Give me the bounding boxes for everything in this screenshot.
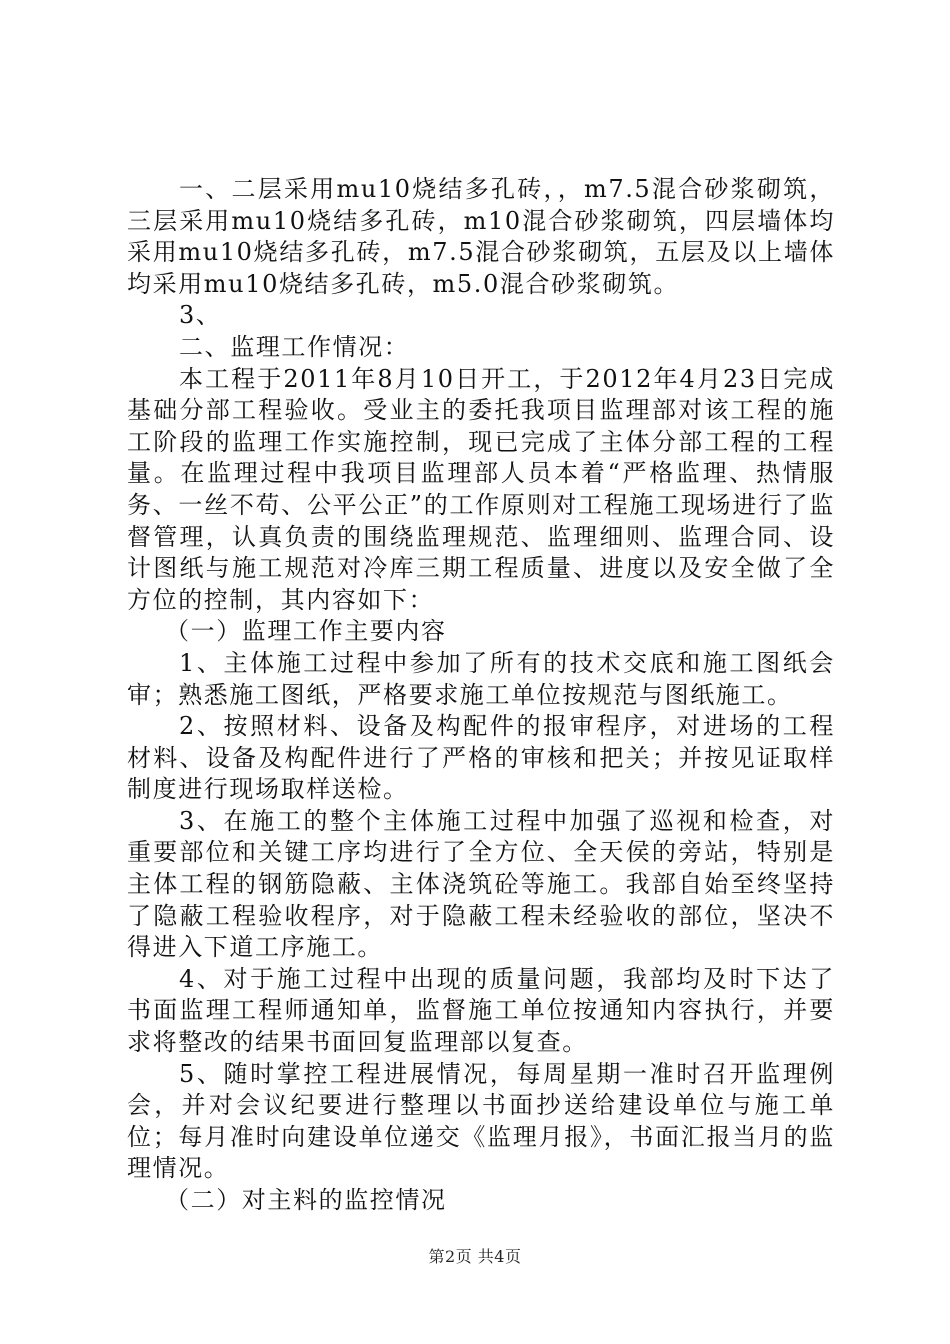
paragraph-point-4: 4、对于施工过程中出现的质量问题，我部均及时下达了书面监理工程师通知单，监督施工单位按通知内容执行，并要求将整改的结果书面回复监理部以复查。 — [127, 964, 835, 1057]
paragraph-point-3: 3、在施工的整个主体施工过程中加强了巡视和检查，对重要部位和关键工序均进行了全方位、全天侯的旁站，特别是主体工程的钢筋隐蔽、主体浇筑砼等施工。我部自始至终坚持了隐蔽工程验收程序，对于隐蔽工程未经验收的部位，坚决不得进入下道工序施工。 — [127, 806, 835, 962]
section-heading-supervision: 二、监理工作情况： — [179, 332, 410, 361]
paragraph-project-overview: 本工程于2011年8月10日开工，于2012年4月23日完成基础分部工程验收。受业主的委托我项目监理部对该工程的施工阶段的监理工作实施控制，现已完成了主体分部工程的工程量。在监理过程中我项目监理部人员本着“严格监理、热情服务、一丝不苟、公平公正”的工作原则对工程施工现场进行了监督管理，认真负责的围绕监理规范、监理细则、监理合同、设计图纸与施工规范对冷库三期工程质量、进度以及安全做了全方位的控制，其内容如下： — [127, 364, 835, 614]
subsection-heading-main-content: （一）监理工作主要内容 — [165, 617, 447, 646]
paragraph-item-3: 3、 — [179, 301, 222, 330]
page-footer: 第2页 共4页 — [428, 1247, 522, 1266]
paragraph-point-1: 1、主体施工过程中参加了所有的技术交底和施工图纸会审；熟悉施工图纸，严格要求施工单位按规范与图纸施工。 — [127, 648, 835, 709]
paragraph-wall-materials: 一、二层采用mu10烧结多孔砖，，m7.5混合砂浆砌筑，三层采用mu10烧结多孔砖，m10混合砂浆砌筑，四层墙体均采用mu10烧结多孔砖，m7.5混合砂浆砌筑，五层及以上墙体均采用mu10烧结多孔砖，m5.0混合砂浆砌筑。 — [127, 175, 835, 298]
document-body — [127, 174, 835, 1217]
paragraph-point-2: 2、按照材料、设备及构配件的报审程序，对进场的工程材料、设备及构配件进行了严格的审核和把关；并按见证取样制度进行现场取样送检。 — [127, 712, 835, 804]
paragraph-point-5: 5、随时掌控工程进展情况，每周星期一准时召开监理例会，并对会议纪要进行整理以书面抄送给建设单位与施工单位；每月准时向建设单位递交《监理月报》，书面汇报当月的监理情况。 — [127, 1059, 835, 1183]
subsection-heading-materials: （二）对主料的监控情况 — [165, 1186, 447, 1214]
